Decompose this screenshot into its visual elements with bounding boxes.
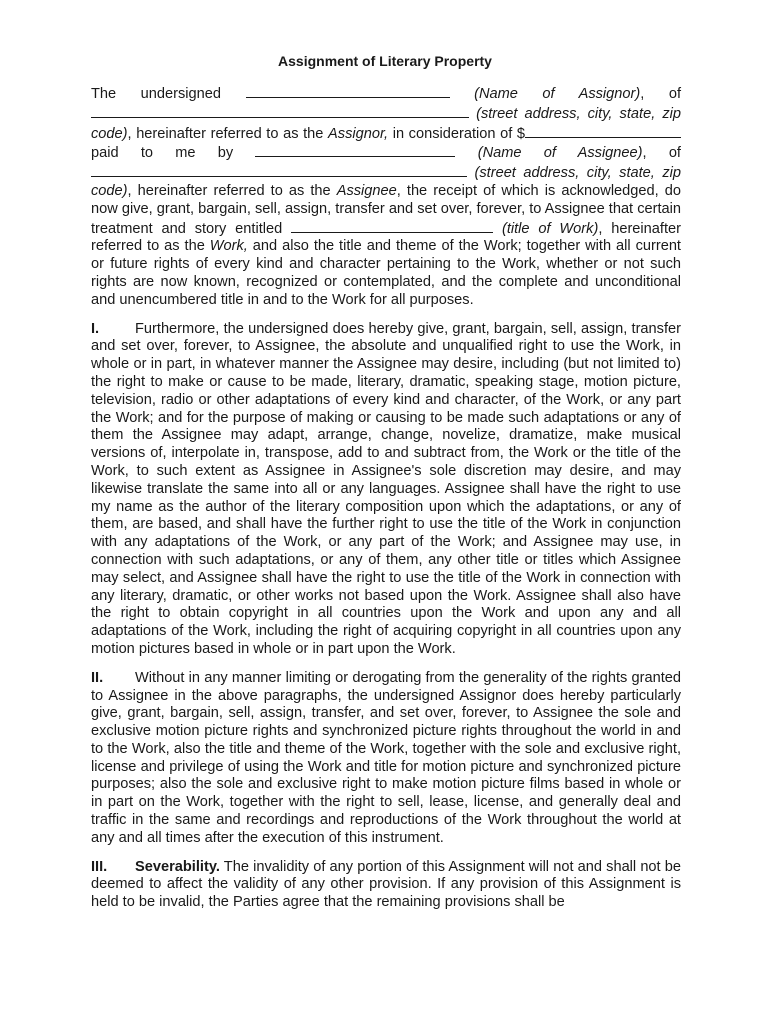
intro-text: in consideration of $ (388, 125, 526, 142)
section-paragraph (91, 321, 681, 659)
assignor-name-hint: (Name of Assignor) (474, 86, 641, 102)
work-title-blank[interactable] (291, 219, 493, 233)
assignee-address-blank[interactable] (91, 163, 467, 177)
intro-text: paid to me by (91, 145, 256, 162)
consideration-amount-blank[interactable] (525, 124, 681, 138)
document-body (91, 84, 681, 923)
document-title: Assignment of Literary Property (278, 53, 492, 69)
work-title-hint: (title of Work) (501, 220, 599, 237)
section-paragraph (91, 670, 681, 848)
intro-text: , the receipt of which is acknowledged, do now give, grant, bargain, sell, assign, transfer and set over, forever, to Assignee that certain treatment and story entitled (91, 182, 681, 237)
section-text: Without in any manner limiting or derogating from the generality of the rights granted to Assignee in the above paragraphs, the undersigned Assignor does hereby particularly give, grant, bargain, sell, assign, transfer, and set over, forever, to Assignee the sole and exclusive motion picture rights and synchronized picture rights throughout the world in and to the Work, also the title and theme of the Work, together with the sole and exclusive right, license and privilege of using the Work and title for motion picture and synchronized picture purposes; also the sole and exclusive right to make motion picture films based in whole or in part on the Work, together with the right to sell, lease, license, and generally deal and traffic in the same and recordings and reproductions of the Work throughout the world at any and all times after the execution of this instrument. (91, 669, 681, 846)
assignor-address-hint: (street address, city, state, zip code) (91, 105, 681, 142)
section-paragraph (91, 859, 681, 912)
intro-text: and also the title and theme of the Work; together with all current or future rights of every kind and character pertaining to the Work, whether or not such rights are now known, recognized or contemplated, and the complete and unconditional and unencumbered title in and to the Work for all purposes. (91, 238, 681, 308)
section-number: III. (91, 858, 108, 875)
work-term: Work, (209, 238, 248, 255)
section-number: II. (91, 669, 104, 686)
section-text: The invalidity of any portion of this Assignment will not and shall not be deemed to affect the validity of any other provision. If any provision of this Assignment is held to be invalid, the Parties agree that the remaining provisions shall be (91, 858, 681, 911)
assignee-term: Assignee (336, 182, 397, 199)
section-text: Furthermore, the undersigned does hereby give, grant, bargain, sell, assign, transfer and set over, forever, to Assignee, the absolute and unqualified right to use the Work, in whole or in part, in whatever manner the Assignee may desire, including (but not limited to) the right to make or cause to be made, literary, dramatic, speaking stage, motion picture, television, radio or other adaptations of every kind and character, of the Work, or any part the Work; and for the purpose of making or causing to be made such adaptations or any of them the Assignee may adapt, arrange, change, novelize, dramatize, make musical versions of, interpolate in, transpose, add to and subtract from, the Work or the title of the Work, to such extent as Assignee in Assignee's sole discretion may desire, and may likewise translate the same into all or any languages. Assignee shall have the right to use my name as the author of the literary composition upon which the adaptations, or any of them, are based, and shall have the further right to use the title of the Work in conjunction with any adaptations of the Work, or any part of the Work; and Assignee may use, in connection with such adaptations, or any of them, any other title or titles which Assignee may select, and Assignee shall have the right to use the title of the Work in connection with any literary, dramatic, or other works not based upon the Work. Assignee shall also have the right to obtain copyright in all countries upon the Work and upon any and all adaptations of the Work, including the right of acquiring copyright in all countries upon any motion pictures based in whole or in part upon the Work. (91, 320, 681, 657)
assignee-address-hint: (street address, city, state, zip code) (91, 165, 681, 199)
intro-text: , of (640, 86, 682, 102)
intro-text: , hereinafter referred to as the (127, 125, 329, 142)
assignee-name-hint: (Name of Assignee) (477, 145, 643, 162)
intro-paragraph (91, 84, 681, 310)
section-number: I. (91, 320, 100, 337)
intro-text: , of (642, 145, 681, 162)
section-heading: Severability. (135, 858, 220, 875)
assignee-name-blank[interactable] (255, 143, 455, 157)
intro-text: , hereinafter referred to as the (91, 220, 681, 255)
intro-text: , hereinafter referred to as the (127, 182, 337, 199)
assignor-address-blank[interactable] (91, 104, 469, 118)
intro-text: The undersigned (91, 86, 246, 102)
assignor-name-blank[interactable] (246, 84, 450, 98)
assignor-term: Assignor, (328, 125, 389, 142)
